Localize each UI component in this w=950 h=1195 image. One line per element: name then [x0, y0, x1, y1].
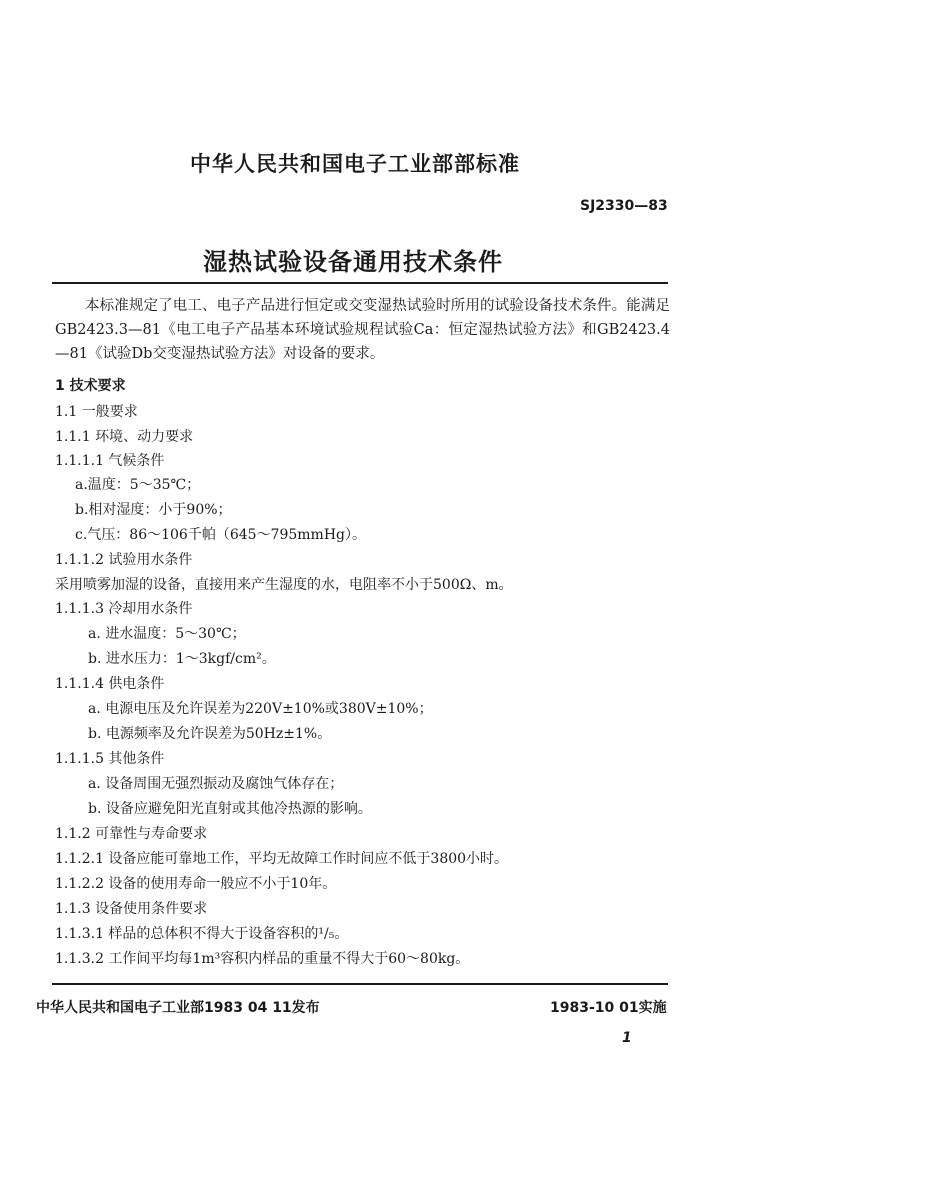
bottom-divider — [52, 983, 668, 985]
intro-paragraph: 本标准规定了电工、电子产品进行恒定或交变湿热试验时所用的试验设备技术条件。能满足GB2423.3—81《电工电子产品基本环境试验规程试验Ca：恒定湿热试验方法》和GB2423.4—81《试验Db交变湿热试验方法》对设备的要求。 — [55, 298, 670, 362]
section-1-1-3-2: 1.1.3.2 工作间平均每1m³容积内样品的重量不得大于60～80kg。 — [55, 951, 470, 967]
standard-number: SJ2330—83 — [580, 198, 668, 214]
issue-date: 中华人民共和国电子工业部1983 04 11发布 — [36, 1000, 320, 1016]
climate-temperature: a.温度：5～35℃； — [75, 477, 201, 493]
section-1-1-1-5: 1.1.1.5 其他条件 — [55, 751, 165, 767]
section-1-1-2: 1.1.2 可靠性与寿命要求 — [55, 826, 208, 842]
page-number: 1 — [622, 1030, 632, 1046]
document-title: 湿热试验设备通用技术条件 — [203, 248, 503, 276]
power-frequency: b. 电源频率及允许误差为50Hz±1%。 — [88, 726, 332, 742]
section-1-1-1-2: 1.1.1.2 试验用水条件 — [55, 552, 193, 568]
effective-date: 1983-10 01实施 — [550, 1000, 667, 1016]
section-1-1: 1.1 一般要求 — [55, 404, 138, 420]
section-1-heading: 1 技术要求 — [55, 378, 126, 394]
other-condition-vibration: a. 设备周围无强烈振动及腐蚀气体存在； — [88, 776, 344, 792]
cooling-water-temperature: a. 进水温度：5～30℃； — [88, 626, 246, 642]
top-divider — [52, 282, 668, 284]
section-1-1-3: 1.1.3 设备使用条件要求 — [55, 901, 208, 917]
climate-pressure: c.气压：86～106千帕（645～795mmHg）。 — [75, 527, 366, 543]
cooling-water-pressure: b. 进水压力：1～3kgf/cm²。 — [88, 651, 276, 667]
section-1-1-1-4: 1.1.1.4 供电条件 — [55, 676, 165, 692]
section-1-1-2-1: 1.1.2.1 设备应能可靠地工作，平均无故障工作时间应不低于3800小时。 — [55, 851, 509, 867]
water-condition-text: 采用喷雾加湿的设备，直接用来产生湿度的水，电阻率不小于500Ω、m。 — [55, 577, 513, 593]
other-condition-sunlight: b. 设备应避免阳光直射或其他冷热源的影响。 — [88, 801, 372, 817]
section-1-1-3-1: 1.1.3.1 样品的总体积不得大于设备容积的¹/₅。 — [55, 926, 349, 942]
power-voltage: a. 电源电压及允许误差为220V±10%或380V±10%； — [88, 701, 433, 717]
section-1-1-1-3: 1.1.1.3 冷却用水条件 — [55, 601, 193, 617]
section-1-1-2-2: 1.1.2.2 设备的使用寿命一般应不小于10年。 — [55, 876, 337, 892]
section-1-1-1: 1.1.1 环境、动力要求 — [55, 429, 194, 445]
section-1-1-1-1: 1.1.1.1 气候条件 — [55, 453, 165, 469]
climate-humidity: b.相对湿度：小于90%； — [75, 502, 232, 518]
issuing-authority-title: 中华人民共和国电子工业部部标准 — [190, 152, 520, 176]
